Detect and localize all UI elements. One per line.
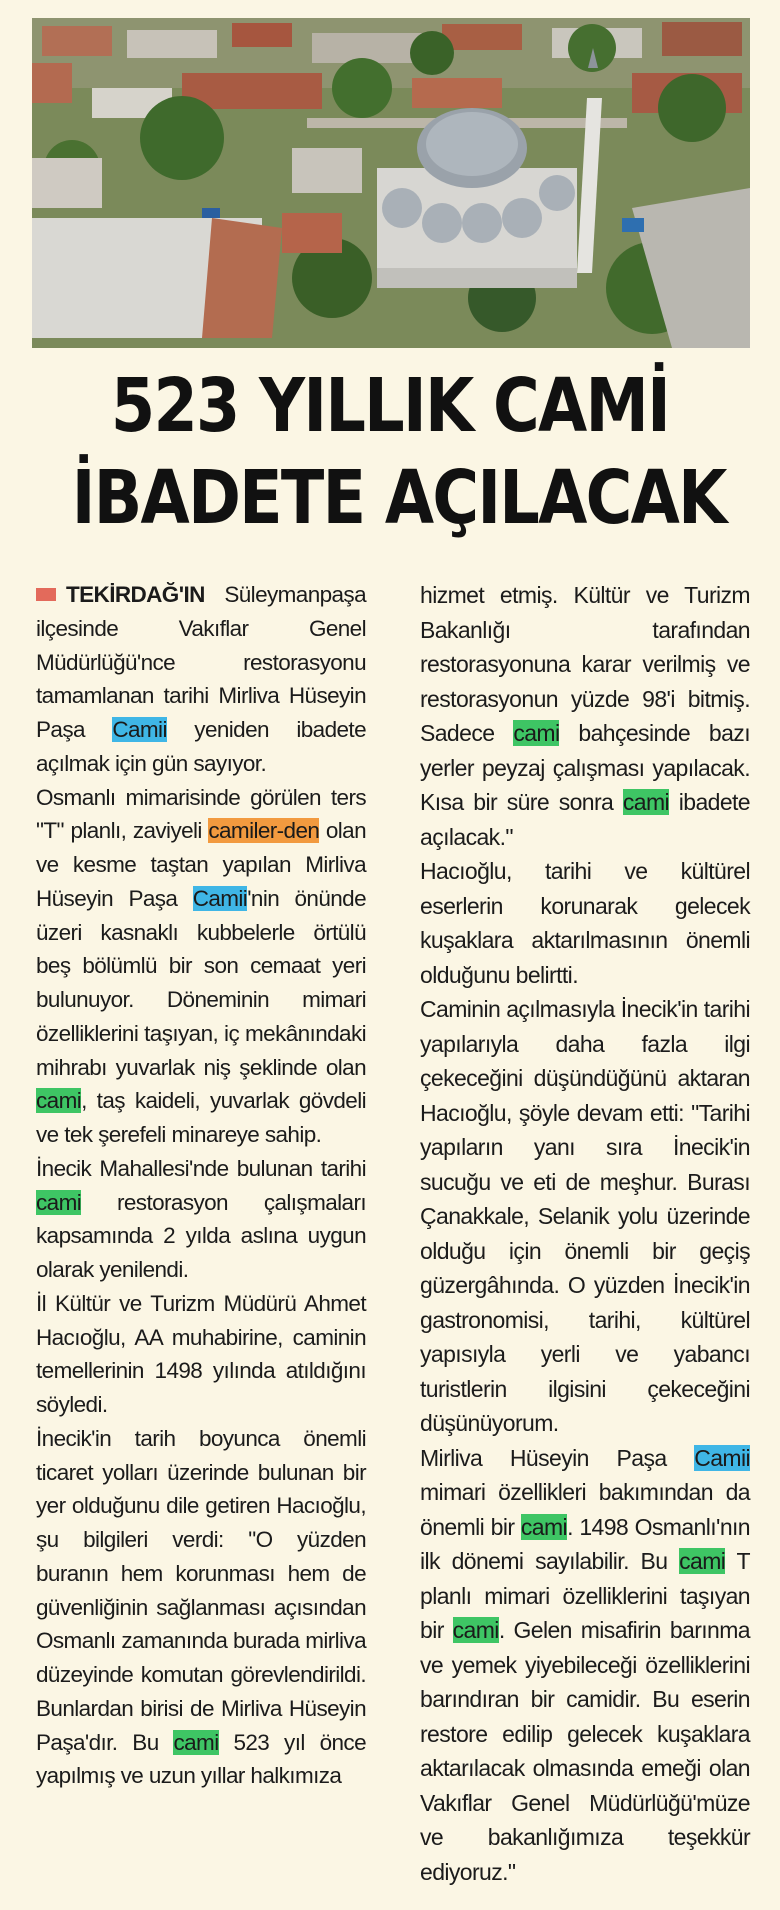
text: 523 yıl önce yapılmış ve uzun yıllar halkımıza [36, 1729, 366, 1789]
paragraph-quote [36, 1422, 366, 1793]
highlight-camii: Camii [192, 885, 248, 911]
highlight-cami: cami [520, 1513, 568, 1540]
text: İnecik'in tarih boyunca önemli ticaret yolları üzerinde bulunan bir yer olduğunu dile getiren Hacıoğlu, şu bilgileri verdi: "O yüzden buranın hem korunması hem de güvenliğinin sağlanması açısından Osmanlı zamanında burada mirliva düzeyinde komutan görevlendirildi. Bunlardan birisi de Mirliva Hüseyin Paşa'dır. Bu [36, 1425, 366, 1755]
highlight-cami: cami [452, 1617, 499, 1643]
text: bahçesinde bazı yerler peyzaj çalışması yapılacak. Kısa bir süre sonra [420, 720, 750, 815]
text: 'nin önünde üzeri kasnaklı kubbelerle örtülü beş bölümlü bir son cemaat yeri bulunuyor. Döneminin mimari özelliklerini taşıyan, iç mekânındaki mihrabı yuvarlak niş şeklinde olan [36, 885, 366, 1080]
highlight-cami: cami [679, 1548, 726, 1574]
highlight-cami: cami [173, 1729, 219, 1755]
paragraph-quote-continued [420, 578, 750, 854]
text: hizmet etmiş. Kültür ve Turizm Bakanlığı tarafından restorasyonuna karar verilmiş ve restorasyonun yüzde 98'i bitmiş. Sadece [420, 582, 750, 746]
aerial-mosque-photo [32, 18, 750, 348]
text: ibadete açılacak." [420, 789, 750, 850]
paragraph-architecture [36, 781, 366, 1152]
left-column [36, 578, 366, 1793]
text: Mirliva Hüseyin Paşa [420, 1444, 695, 1471]
headline-line-1: 523 YILLIK CAMİ [110, 363, 670, 449]
text: olan ve kesme taştan yapılan Mirliva Hüseyin Paşa [36, 818, 366, 911]
highlight-camii: Camii [112, 717, 167, 742]
highlight-cami: cami [36, 1088, 82, 1114]
mosque-illustration [32, 18, 750, 348]
headline [20, 360, 760, 544]
paragraph-heritage: Hacıoğlu, tarihi ve kültürel eserlerin korunarak gelecek kuşaklara aktarılmasının önemli olduğunu belirtti. [420, 858, 750, 988]
right-column [420, 578, 750, 1889]
paragraph-tourism: Caminin açılmasıyla İnecik'in tarihi yapılarıyla daha fazla ilgi çekeceğini düşündüğünü aktaran Hacıoğlu, şöyle devam etti: "Tarihi yapıların yanı sıra İnecik'in sucuğu ve eti de meşhur. Burası Çanakkale, Selanik yolu üzerinde olduğu için önemli bir geçiş güzergâhında. O yüzden İnecik'in gastronomisi, tarihi, kültürel yapısıyla yerli ve yabancı turistlerin ilgisini çekeceğini düşünüyorum. [420, 996, 750, 1436]
text: . Gelen misafirin barınma ve yemek yiyebileceği özelliklerini barındıran bir camidir. Bu eserin restore edilip gelecek kuşaklara aktarılacak olmasında emeği olan Vakıflar Genel Müdürlüğü'müze ve bakanlığımıza teşekkür ediyoruz." [420, 1617, 750, 1885]
paragraph-closing [420, 1441, 750, 1890]
lead-text-end: yeniden ibadete açılmak için gün sayıyor. [36, 717, 366, 776]
lead-text: Süleymanpaşa ilçesinde Vakıflar Genel Müdürlüğü'nce restorasyonu tamamlanan tarihi Mirliva Hüseyin Paşa [36, 582, 366, 742]
headline-line-2: İBADETE AÇILACAK [71, 455, 726, 541]
text: İnecik Mahallesi'nde bulunan tarihi [36, 1155, 366, 1181]
highlight-cami: cami [36, 1189, 82, 1215]
text: Osmanlı mimarisinde görülen ters "T" planlı, zaviyeli [36, 784, 366, 844]
lead-city: TEKİRDAĞ'IN [66, 582, 205, 607]
paragraph-director: İl Kültür ve Turizm Müdürü Ahmet Hacıoğlu, AA muhabirine, caminin temellerinin 1498 yılında atıldığını söyledi. [36, 1290, 366, 1417]
paragraph-restoration [36, 1152, 366, 1287]
highlight-cami: cami [622, 789, 670, 815]
lead-paragraph [36, 578, 366, 781]
highlight-cami: cami [513, 720, 560, 746]
text: mimari özellikleri bakımından da önemli bir [420, 1479, 750, 1540]
text: . 1498 Osmanlı'nın ilk dönemi sayılabilir. Bu [420, 1513, 750, 1574]
text: T planlı mimari özelliklerini taşıyan bir [420, 1548, 750, 1643]
highlight-camii: Camii [694, 1444, 750, 1471]
text: restorasyon çalışmaları kapsamında 2 yılda aslına uygun olarak yenilendi. [36, 1189, 366, 1282]
highlight-camiler: camiler-den [208, 818, 320, 844]
lead-marker-icon [36, 588, 56, 601]
text: , taş kaideli, yuvarlak gövdeli ve tek şerefeli minareye sahip. [36, 1088, 366, 1147]
